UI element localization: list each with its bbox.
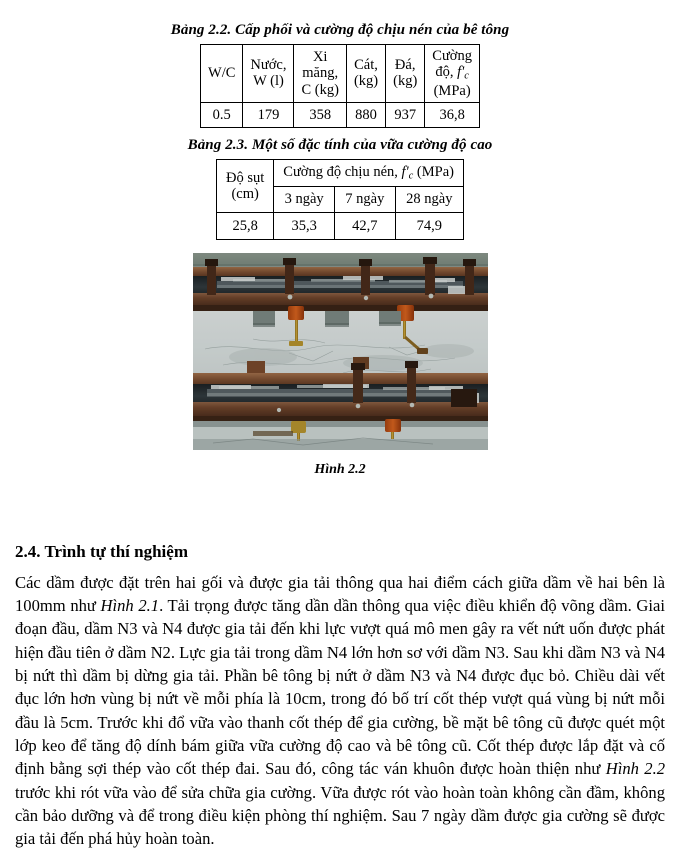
cell-sand-value: 880 [346, 102, 385, 127]
cell-day7-value: 42,7 [334, 212, 395, 239]
figure-reference-22: Hình 2.2 [605, 759, 666, 779]
header-cell-water: Nước, W (l) [243, 45, 294, 103]
cell-day28-value: 74,9 [395, 212, 463, 239]
table-row [201, 102, 480, 127]
header-cell-compressive-strength: Cường độ chịu nén, $f'_c$ (MPa) [274, 160, 464, 187]
table-23-wrapper [12, 159, 668, 240]
header-cell-strength: Cường độ, $f'_c$ (MPa) [425, 45, 480, 103]
cell-day3-value: 35,3 [274, 212, 335, 239]
table-row [217, 212, 464, 239]
figure-reference-21: Hình 2.1 [100, 596, 160, 616]
fprime-c-symbol: $f'_c$ [457, 64, 469, 82]
table-23-caption: Bảng 2.3. Một số đặc tính của vữa cường độ cao [187, 137, 493, 153]
header-cell-aggregate: Đá, (kg) [386, 45, 425, 103]
figure-block [12, 253, 668, 478]
table-22-caption: Bảng 2.2. Cấp phối và cường độ chịu nén của bê tông [170, 22, 510, 38]
header-cell-sand: Cát, (kg) [346, 45, 385, 103]
section-paragraph [15, 571, 665, 851]
paragraph-part-2: . Tải trọng được tăng dần dần thông qua việc điều khiển độ võng dầm. Giai đoạn đầu, dầm N3 và N4 được gia tải đến khi lực vượt quá mô men gây ra vết nứt uốn được phát hiện đầu tiên ở dầm N2. Lực gia tải trong dầm N4 lớn hơn sơ với dầm N3. Sau khi dầm N3 và N4 bị nứt thì dầm bị dừng gia tải. Phần bê tông bị nứt ở dầm N3 và N4 được đục bỏ. Chiều dài vết đục lớn hơn vùng bị nứt về mỗi phía là 10cm, trong đó bố trí cốt thép vượt quá vùng bị nứt mỗi đầu là 5cm. Trước khi đổ vữa vào thanh cốt thép để gia cường, bề mặt bê tông cũ được quét một lớp keo để tăng độ dính bám giữa vữa cường độ cao và bê tông cũ. Cốt thép được lắp đặt và cố định bằng sợi thép vào cốt thép đai. Sau đó, công tác ván khuôn được hoàn thiện như [15, 596, 666, 779]
header-cell-day-7: 7 ngày [334, 187, 395, 212]
beam-formwork-photo [193, 253, 488, 450]
photo-svg [193, 253, 488, 450]
table-row-header-top [217, 160, 464, 187]
cell-strength-value: 36,8 [425, 102, 480, 127]
paragraph-part-3: trước khi rót vữa vào để sửa chữa gia cường. Vữa được rót vào hoàn toàn không cần đầm, không cần bảo dưỡng và để trong điều kiện phòng thí nghiệm. Sau 7 ngày dầm được gia cường sẽ được gia tải đến phá hủy hoàn toàn. [15, 782, 665, 849]
cell-wc-value: 0.5 [201, 102, 243, 127]
paragraph-part-1: Các dầm được đặt trên hai gối và được gia tải thông qua hai điểm cách giữa dầm về hai bên là 100mm như [15, 572, 665, 616]
header-cell-cement: Xi măng, C (kg) [294, 45, 346, 103]
fprime-c-symbol: $f'_c$ [401, 164, 414, 182]
header-cell-wc: W/C [201, 45, 243, 103]
table-mortar-properties [216, 159, 464, 240]
table-mix-design [200, 44, 480, 128]
figure-caption: Hình 2.2 [314, 461, 366, 477]
cell-cement-value: 358 [294, 102, 346, 127]
header-cell-slump: Độ sụt (cm) [217, 160, 274, 213]
header-cell-day-28: 28 ngày [395, 187, 463, 212]
header-cell-day-3: 3 ngày [274, 187, 335, 212]
cell-slump-value: 25,8 [217, 212, 274, 239]
cell-aggregate-value: 937 [386, 102, 425, 127]
table-row-header [201, 45, 480, 103]
table-22-wrapper [12, 44, 668, 128]
cell-water-value: 179 [243, 102, 294, 127]
section-heading: 2.4. Trình tự thí nghiệm [15, 541, 188, 561]
